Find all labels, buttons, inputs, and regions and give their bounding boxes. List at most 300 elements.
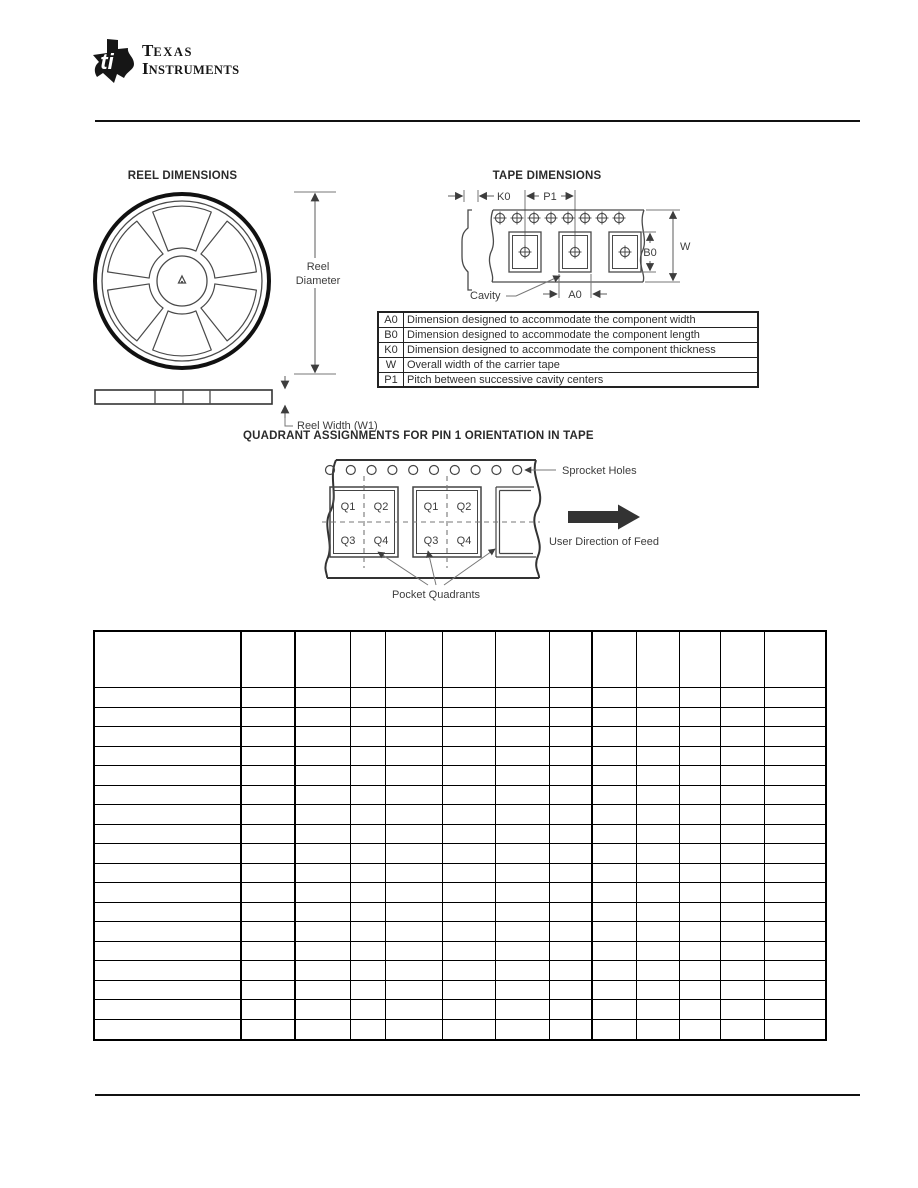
table-cell xyxy=(242,708,296,727)
reel-width-leader xyxy=(285,418,293,426)
table-cell xyxy=(242,825,296,844)
table-cell xyxy=(550,922,593,941)
cavity-leader-arrow xyxy=(506,276,560,296)
table-cell xyxy=(593,786,637,805)
pocket-quadrants-arrow-3 xyxy=(444,549,495,585)
table-cell xyxy=(386,805,443,824)
header-rule xyxy=(95,120,860,122)
table-cell xyxy=(680,981,721,1000)
table-cell xyxy=(443,632,496,687)
table-cell xyxy=(95,786,242,805)
hub-dot xyxy=(181,281,183,283)
table-cell xyxy=(95,766,242,785)
table-cell xyxy=(637,883,680,902)
w-extension-lines xyxy=(645,210,680,282)
table-row xyxy=(95,1020,825,1040)
table-cell xyxy=(95,825,242,844)
pocket1-q3: Q3 xyxy=(340,535,356,547)
table-cell xyxy=(593,844,637,863)
table-cell xyxy=(443,727,496,746)
table-cell xyxy=(296,922,351,941)
table-cell xyxy=(637,766,680,785)
table-cell xyxy=(637,942,680,961)
a0-label: A0 xyxy=(568,289,582,301)
definition-row xyxy=(379,357,758,372)
table-cell xyxy=(550,786,593,805)
table-cell xyxy=(593,942,637,961)
table-cell xyxy=(443,942,496,961)
table-cell xyxy=(593,708,637,727)
table-cell xyxy=(351,883,386,902)
table-cell xyxy=(637,708,680,727)
table-cell xyxy=(550,1000,593,1019)
dimension-term: B0 xyxy=(379,327,404,342)
parts-table-header-row xyxy=(95,632,825,688)
table-cell xyxy=(680,747,721,766)
table-cell xyxy=(680,708,721,727)
table-row xyxy=(95,747,825,767)
brand-line1-rest: EXAS xyxy=(153,45,194,59)
table-cell xyxy=(443,688,496,707)
reel-dimensions-title: REEL DIMENSIONS xyxy=(127,170,238,182)
table-row xyxy=(95,766,825,786)
dimension-definitions-table xyxy=(378,312,758,387)
table-cell xyxy=(680,942,721,961)
table-cell xyxy=(443,864,496,883)
table-cell xyxy=(721,844,765,863)
table-cell xyxy=(95,805,242,824)
table-cell xyxy=(593,981,637,1000)
table-cell xyxy=(550,632,593,687)
reel-diagram xyxy=(80,180,400,436)
table-cell xyxy=(386,1020,443,1040)
table-cell xyxy=(443,786,496,805)
table-cell xyxy=(496,942,550,961)
table-cell xyxy=(765,864,825,883)
tape-dimensions-title: TAPE DIMENSIONS xyxy=(492,170,602,182)
table-cell xyxy=(496,786,550,805)
table-row xyxy=(95,922,825,942)
w-label: W xyxy=(680,241,691,253)
table-cell xyxy=(765,766,825,785)
table-cell xyxy=(242,747,296,766)
table-cell xyxy=(443,922,496,941)
table-cell xyxy=(386,727,443,746)
table-cell xyxy=(496,981,550,1000)
table-cell xyxy=(765,961,825,980)
brand-wordmark xyxy=(142,42,239,78)
table-cell xyxy=(386,961,443,980)
quadrant-tape-outline xyxy=(325,460,540,578)
table-cell xyxy=(496,903,550,922)
table-cell xyxy=(680,766,721,785)
table-cell xyxy=(637,961,680,980)
tape-edge-profile xyxy=(462,210,472,290)
pocket2-q3: Q3 xyxy=(423,535,439,547)
table-cell xyxy=(242,903,296,922)
table-cell xyxy=(242,727,296,746)
table-cell xyxy=(386,825,443,844)
table-row xyxy=(95,883,825,903)
dimension-term: P1 xyxy=(379,372,404,387)
table-cell xyxy=(443,825,496,844)
table-cell xyxy=(593,903,637,922)
table-cell xyxy=(496,708,550,727)
table-cell xyxy=(680,864,721,883)
table-cell xyxy=(443,1020,496,1040)
reel-width-label: Reel Width (W1) xyxy=(297,420,378,432)
table-cell xyxy=(550,864,593,883)
table-cell xyxy=(296,864,351,883)
table-cell xyxy=(242,786,296,805)
dimension-definition: Overall width of the carrier tape xyxy=(404,357,758,372)
table-cell xyxy=(637,688,680,707)
table-cell xyxy=(680,786,721,805)
table-cell xyxy=(550,708,593,727)
table-row xyxy=(95,981,825,1001)
table-row xyxy=(95,727,825,747)
table-cell xyxy=(386,747,443,766)
table-cell xyxy=(443,883,496,902)
table-cell xyxy=(550,961,593,980)
table-cell xyxy=(95,688,242,707)
table-cell xyxy=(765,786,825,805)
table-row xyxy=(95,805,825,825)
table-cell xyxy=(351,825,386,844)
table-cell xyxy=(721,903,765,922)
table-cell xyxy=(680,1020,721,1040)
table-cell xyxy=(721,942,765,961)
table-cell xyxy=(242,805,296,824)
table-cell xyxy=(95,708,242,727)
table-cell xyxy=(550,766,593,785)
table-cell xyxy=(721,688,765,707)
table-cell xyxy=(95,727,242,746)
table-cell xyxy=(765,844,825,863)
table-cell xyxy=(765,632,825,687)
table-cell xyxy=(296,766,351,785)
table-cell xyxy=(296,747,351,766)
table-cell xyxy=(95,903,242,922)
table-cell xyxy=(351,805,386,824)
table-cell xyxy=(721,1000,765,1019)
dimension-definition: Dimension designed to accommodate the component thickness xyxy=(404,342,758,357)
feed-direction-arrow-icon xyxy=(568,505,640,530)
table-cell xyxy=(593,825,637,844)
table-cell xyxy=(593,688,637,707)
table-cell xyxy=(593,864,637,883)
table-cell xyxy=(765,727,825,746)
table-row xyxy=(95,786,825,806)
table-cell xyxy=(593,883,637,902)
table-cell xyxy=(95,864,242,883)
tape-sprocket-holes xyxy=(494,212,626,225)
table-cell xyxy=(386,766,443,785)
table-cell xyxy=(242,864,296,883)
table-cell xyxy=(721,805,765,824)
quadrant-sprocket-holes xyxy=(326,466,522,475)
table-cell xyxy=(386,942,443,961)
table-cell xyxy=(637,825,680,844)
table-cell xyxy=(593,766,637,785)
table-cell xyxy=(296,708,351,727)
brand-line1-cap: T xyxy=(142,41,154,60)
table-cell xyxy=(443,1000,496,1019)
table-cell xyxy=(637,1000,680,1019)
table-cell xyxy=(680,961,721,980)
table-cell xyxy=(721,922,765,941)
table-cell xyxy=(443,961,496,980)
table-cell xyxy=(680,825,721,844)
table-cell xyxy=(242,942,296,961)
table-cell xyxy=(765,1000,825,1019)
ti-monogram: ti xyxy=(100,49,114,74)
table-cell xyxy=(496,747,550,766)
table-cell xyxy=(242,844,296,863)
table-cell xyxy=(296,1020,351,1040)
table-row xyxy=(95,961,825,981)
table-cell xyxy=(496,883,550,902)
definitions-table-body xyxy=(379,313,758,387)
table-cell xyxy=(680,903,721,922)
table-cell xyxy=(765,1020,825,1040)
dimension-definition: Dimension designed to accommodate the component width xyxy=(404,313,758,328)
table-row xyxy=(95,903,825,923)
table-cell xyxy=(95,961,242,980)
table-cell xyxy=(351,1020,386,1040)
table-cell xyxy=(496,922,550,941)
table-cell xyxy=(680,688,721,707)
reel-side-hub-lines xyxy=(155,390,210,404)
table-cell xyxy=(296,805,351,824)
table-cell xyxy=(443,844,496,863)
table-cell xyxy=(351,903,386,922)
table-cell xyxy=(496,727,550,746)
table-cell xyxy=(721,981,765,1000)
table-cell xyxy=(95,747,242,766)
table-cell xyxy=(721,864,765,883)
pocket2-q1: Q1 xyxy=(423,501,439,513)
table-cell xyxy=(721,747,765,766)
table-cell xyxy=(496,805,550,824)
table-cell xyxy=(765,688,825,707)
table-cell xyxy=(637,632,680,687)
dimension-term: A0 xyxy=(379,313,404,328)
k0-label: K0 xyxy=(497,191,511,203)
table-cell xyxy=(765,825,825,844)
table-cell xyxy=(296,903,351,922)
table-cell xyxy=(496,632,550,687)
table-cell xyxy=(637,844,680,863)
sprocket-holes-label: Sprocket Holes xyxy=(562,465,637,477)
dimension-definition: Pitch between successive cavity centers xyxy=(404,372,758,387)
table-row xyxy=(95,1000,825,1020)
table-cell xyxy=(351,688,386,707)
table-cell xyxy=(721,727,765,746)
table-cell xyxy=(296,727,351,746)
table-cell xyxy=(593,1000,637,1019)
table-cell xyxy=(443,903,496,922)
table-cell xyxy=(765,805,825,824)
pocket1-q4: Q4 xyxy=(373,535,389,547)
brand-line2-cap: I xyxy=(142,58,149,78)
b0-label: B0 xyxy=(643,247,657,259)
table-cell xyxy=(351,632,386,687)
table-cell xyxy=(386,708,443,727)
definition-row xyxy=(379,313,758,328)
table-cell xyxy=(443,708,496,727)
table-cell xyxy=(721,961,765,980)
definition-row xyxy=(379,342,758,357)
table-cell xyxy=(443,981,496,1000)
table-cell xyxy=(351,864,386,883)
table-cell xyxy=(765,903,825,922)
table-cell xyxy=(680,883,721,902)
table-cell xyxy=(443,805,496,824)
reel-diameter-label-1: Reel xyxy=(306,261,330,273)
table-cell xyxy=(637,981,680,1000)
table-cell xyxy=(721,766,765,785)
table-cell xyxy=(296,844,351,863)
table-cell xyxy=(95,1000,242,1019)
table-cell xyxy=(351,844,386,863)
table-cell xyxy=(550,903,593,922)
table-cell xyxy=(242,766,296,785)
table-cell xyxy=(443,766,496,785)
table-cell xyxy=(593,727,637,746)
table-cell xyxy=(95,981,242,1000)
p1-label: P1 xyxy=(543,191,557,203)
table-cell xyxy=(242,961,296,980)
table-cell xyxy=(351,727,386,746)
table-cell xyxy=(296,786,351,805)
table-cell xyxy=(680,632,721,687)
table-cell xyxy=(496,961,550,980)
table-cell xyxy=(680,844,721,863)
footer-rule xyxy=(95,1094,860,1096)
table-cell xyxy=(296,942,351,961)
table-cell xyxy=(593,922,637,941)
pocket-quadrants-arrow-2 xyxy=(428,551,436,585)
pocket1-q1: Q1 xyxy=(340,501,356,513)
definition-row xyxy=(379,327,758,342)
table-cell xyxy=(550,747,593,766)
dimension-term: K0 xyxy=(379,342,404,357)
table-cell xyxy=(386,786,443,805)
table-cell xyxy=(386,632,443,687)
cavity-label: Cavity xyxy=(470,290,501,302)
table-cell xyxy=(721,786,765,805)
table-cell xyxy=(496,766,550,785)
table-cell xyxy=(680,922,721,941)
table-cell xyxy=(351,766,386,785)
table-cell xyxy=(765,747,825,766)
pocket2-q2: Q2 xyxy=(456,501,472,513)
table-cell xyxy=(550,883,593,902)
table-cell xyxy=(637,1020,680,1040)
table-cell xyxy=(242,922,296,941)
table-cell xyxy=(593,805,637,824)
table-cell xyxy=(95,844,242,863)
table-cell xyxy=(593,1020,637,1040)
table-cell xyxy=(496,864,550,883)
table-cell xyxy=(242,1000,296,1019)
table-cell xyxy=(95,1020,242,1040)
table-cell xyxy=(351,942,386,961)
table-cell xyxy=(721,708,765,727)
table-cell xyxy=(386,883,443,902)
table-cell xyxy=(242,883,296,902)
table-cell xyxy=(386,1000,443,1019)
pocket2-q4: Q4 xyxy=(456,535,472,547)
table-cell xyxy=(296,981,351,1000)
table-cell xyxy=(721,632,765,687)
table-cell xyxy=(351,981,386,1000)
table-cell xyxy=(95,922,242,941)
table-cell xyxy=(550,942,593,961)
table-cell xyxy=(386,981,443,1000)
table-cell xyxy=(637,864,680,883)
table-cell xyxy=(296,688,351,707)
table-cell xyxy=(351,786,386,805)
pocket1-q2: Q2 xyxy=(373,501,389,513)
brand-line2-rest: NSTRUMENTS xyxy=(148,62,240,77)
k0-ticks xyxy=(464,190,478,202)
table-cell xyxy=(680,805,721,824)
table-cell xyxy=(721,1020,765,1040)
table-cell xyxy=(296,632,351,687)
quadrant-assignments-title: QUADRANT ASSIGNMENTS FOR PIN 1 ORIENTATION IN TAPE xyxy=(243,430,594,442)
table-cell xyxy=(496,688,550,707)
table-cell xyxy=(296,1000,351,1019)
table-cell xyxy=(765,708,825,727)
table-cell xyxy=(550,844,593,863)
table-cell xyxy=(242,981,296,1000)
pocket-quadrants-label: Pocket Quadrants xyxy=(391,589,481,601)
table-cell xyxy=(386,864,443,883)
dimension-definition: Dimension designed to accommodate the component length xyxy=(404,327,758,342)
table-cell xyxy=(550,727,593,746)
table-row xyxy=(95,825,825,845)
table-cell xyxy=(765,942,825,961)
table-cell xyxy=(765,981,825,1000)
table-cell xyxy=(351,1000,386,1019)
table-cell xyxy=(637,922,680,941)
table-cell xyxy=(637,805,680,824)
table-cell xyxy=(296,883,351,902)
table-row xyxy=(95,688,825,708)
table-cell xyxy=(680,1000,721,1019)
table-cell xyxy=(386,844,443,863)
feed-direction-label: User Direction of Feed xyxy=(548,536,660,548)
table-cell xyxy=(721,825,765,844)
table-row xyxy=(95,864,825,884)
table-cell xyxy=(637,903,680,922)
table-cell xyxy=(496,844,550,863)
definition-row xyxy=(379,372,758,387)
table-cell xyxy=(721,883,765,902)
quadrant-diagram xyxy=(240,448,770,603)
table-cell xyxy=(550,825,593,844)
table-cell xyxy=(296,825,351,844)
parts-table xyxy=(93,630,827,1041)
tape-diagram xyxy=(440,186,720,308)
table-row xyxy=(95,708,825,728)
table-cell xyxy=(242,688,296,707)
table-cell xyxy=(95,942,242,961)
dimension-term: W xyxy=(379,357,404,372)
table-cell xyxy=(443,747,496,766)
